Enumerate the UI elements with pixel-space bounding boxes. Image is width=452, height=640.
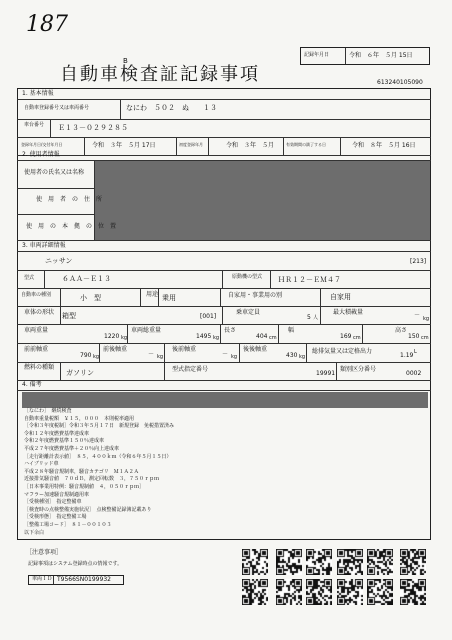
displacement: 1.19 (400, 352, 414, 359)
use-label: 用途 (146, 291, 159, 298)
remark-line: 以下余白 (24, 529, 45, 536)
maker-code: [213] (410, 258, 427, 265)
vehicle-weight-unit: kg (121, 335, 128, 341)
first-year: 令和 ３年 ５月 (226, 142, 275, 149)
owner-name-label: 使用者の氏名又は名称 (24, 169, 85, 176)
capacity-label: 乗車定員 (236, 309, 261, 316)
rr-axle-unit: kg (299, 354, 306, 360)
qr-code (306, 549, 332, 575)
vehicle-weight: 1220 (104, 333, 120, 340)
first-reg-label: 登録年月日/交付年月日 (21, 142, 63, 147)
record-date: 令和 ６年 ５月 15日 (349, 52, 413, 59)
first-reg-date: 令和 ３年 ５月 17日 (92, 142, 156, 149)
vehicle-id-box (28, 575, 124, 585)
fuel-label: 燃料の種類 (24, 364, 55, 371)
width-unit: cm (353, 335, 361, 341)
weight-label: 車両重量 (24, 327, 49, 334)
gross-weight-unit: kg (213, 335, 220, 341)
fr-axle-unit: kg (157, 354, 164, 360)
remark-line: 自動車重量税額 ￥１５，０００ 本則税率適用 (24, 415, 135, 422)
displacement-unit: L (414, 349, 417, 355)
remark-line: 平成２７年度燃費基準＋２０％向上達成車 (24, 446, 120, 452)
remark-line: ［受検形態］ 指定整備工場 (24, 514, 87, 521)
section2-heading: 2. 使用者情報 (22, 151, 60, 158)
private-label: 自家用・事業用の別 (228, 292, 283, 299)
length-unit: cm (269, 335, 277, 341)
model-label: 型式 (24, 275, 35, 281)
record-date-box (300, 47, 430, 65)
remark-line: 令和２年度燃費基準１５０％達成車 (24, 438, 105, 445)
ff-axle-unit: kg (93, 354, 100, 360)
remark-line: ［なにわ］ 継続検査 (24, 408, 72, 414)
length-label: 長さ (224, 327, 237, 334)
rr-axle: 430 (286, 352, 298, 359)
maxload-label: 最大積載量 (333, 309, 364, 316)
reg-number-label: 自動車登録番号又は車両番号 (24, 105, 90, 111)
qr-code (337, 549, 363, 575)
remark-line: ［日本事業用特例：騒音規制値 ４，０５０ｒｐｍ］ (24, 484, 145, 490)
expiry-date: 令和 ８年 ５月 16日 (352, 142, 416, 149)
maxload: － (414, 312, 421, 319)
maxload-unit: kg (423, 316, 430, 322)
fr-axle-label: 前後軸重 (103, 346, 128, 353)
remark-line: ［走行距離計表示値］ ８５，４００ｋｍ（令和６年５月１５日） (24, 453, 172, 460)
qr-code (306, 579, 332, 605)
kind: 小 型 (80, 294, 101, 302)
width-label: 幅 (288, 327, 295, 334)
qr-code (400, 579, 426, 605)
document-title: 自動車検査証記録事項 (60, 64, 260, 85)
remark-line: 平成２８年騒音規制車，騒音カテゴリ Ｍ１Ａ２Ａ (24, 468, 139, 475)
ff-axle: 790 (80, 352, 92, 359)
qr-code (276, 579, 302, 605)
vehicle-id-label: 車両ＩＤ (32, 576, 53, 582)
qr-code (276, 549, 302, 575)
engine-label: 原動機の型式 (232, 274, 263, 280)
qr-code (367, 549, 393, 575)
private-use: 自家用 (330, 293, 351, 301)
height-label: 高さ (395, 327, 408, 334)
designation-number: 19991 (316, 370, 336, 377)
notice-text: 記録事項はシステム登録時点の情報です。 (28, 561, 123, 567)
chassis-label: 車台番号 (24, 122, 45, 128)
remark-line: 令和１２年度燃費基準達成車 (24, 430, 90, 437)
expiry-label: 有効期間の満了する日 (286, 142, 326, 147)
height: 150 (408, 333, 420, 340)
rr-axle-label: 後後軸重 (243, 346, 268, 353)
displacement-label: 総排気量又は定格出力 (312, 348, 373, 355)
capacity-unit: 人 (313, 315, 319, 321)
maker: ニッサン (45, 257, 73, 265)
height-unit: cm (421, 335, 429, 341)
capacity: 5 (307, 314, 311, 321)
remark-line: ［令和３年度税制］令和３年５月１７日 新規登録 免税措置済み (24, 423, 175, 430)
section4-heading: 4. 備考 (22, 381, 42, 388)
vehicle-id: T9566SN0199932 (57, 576, 111, 583)
redaction-owner (95, 161, 430, 240)
remark-line: マフラー加速騒音規制適用車 (24, 491, 90, 498)
owner-address-label: 使 用 者 の 住 所 (36, 196, 103, 203)
rf-axle-unit: kg (231, 354, 238, 360)
model: ６ＡＡ－Ｅ１３ (62, 275, 111, 283)
designation-label: 型式指定番号 (172, 366, 209, 373)
remark-line: ［整備工場コード］ ８１－００１０３ (24, 522, 112, 528)
redaction-remarks (22, 392, 428, 408)
qr-code (400, 549, 426, 575)
qr-code (367, 579, 393, 605)
category-number: 0002 (406, 370, 422, 377)
remark-line: 近接排気騒音値 ７０ｄＢ，測定回転数 ３，７５０ｒｐｍ (24, 476, 160, 483)
qr-code (242, 579, 268, 605)
rf-axle-label: 後前軸重 (172, 346, 197, 353)
fuel: ガソリン (66, 369, 94, 377)
gross-label: 車両総重量 (131, 327, 162, 334)
ff-axle-label: 前前軸重 (24, 346, 49, 353)
rf-axle: － (222, 351, 229, 358)
category-label: 類別区分番号 (340, 366, 377, 373)
qr-code (242, 549, 268, 575)
kind-label: 自動車の種別 (21, 292, 52, 298)
shape-label: 車体の形状 (24, 309, 55, 316)
form-letter: B (123, 57, 128, 65)
remark-line: ［受検種別］ 指定整備車 (24, 499, 82, 506)
reg-number: なにわ ５０２ ぬ １３ (126, 104, 217, 112)
shape: 箱型 (62, 312, 76, 320)
record-date-label: 記録年月日 (304, 52, 330, 58)
qr-code (337, 579, 363, 605)
width: 169 (340, 333, 352, 340)
engine-model: ＨＲ１２－ＥＭ４７ (278, 276, 341, 284)
handwritten-number: 187 (26, 12, 68, 37)
remark-line: ［検査時の点検整備実施状況］ 点検整備記録簿記載あり (24, 506, 152, 513)
use: 乗用 (162, 294, 176, 302)
fr-axle: － (148, 351, 155, 358)
shape-code: [001] (200, 313, 217, 320)
notice-label: ［注意事項］ (26, 549, 63, 556)
chassis-number: Ｅ１３－０２９２８５ (58, 124, 128, 132)
first-year-label: 初度登録年月 (179, 142, 203, 147)
serial-number: 613240105090 (377, 79, 423, 86)
length: 404 (256, 333, 268, 340)
section1-heading: 1. 基本情報 (22, 90, 54, 97)
gross-weight: 1495 (196, 333, 212, 340)
section3-heading: 3. 車両詳細情報 (22, 242, 66, 249)
remark-line: ハイブリッド車 (24, 461, 59, 468)
base-location-label: 使 用 の 本 拠 の 位 置 (26, 223, 117, 230)
